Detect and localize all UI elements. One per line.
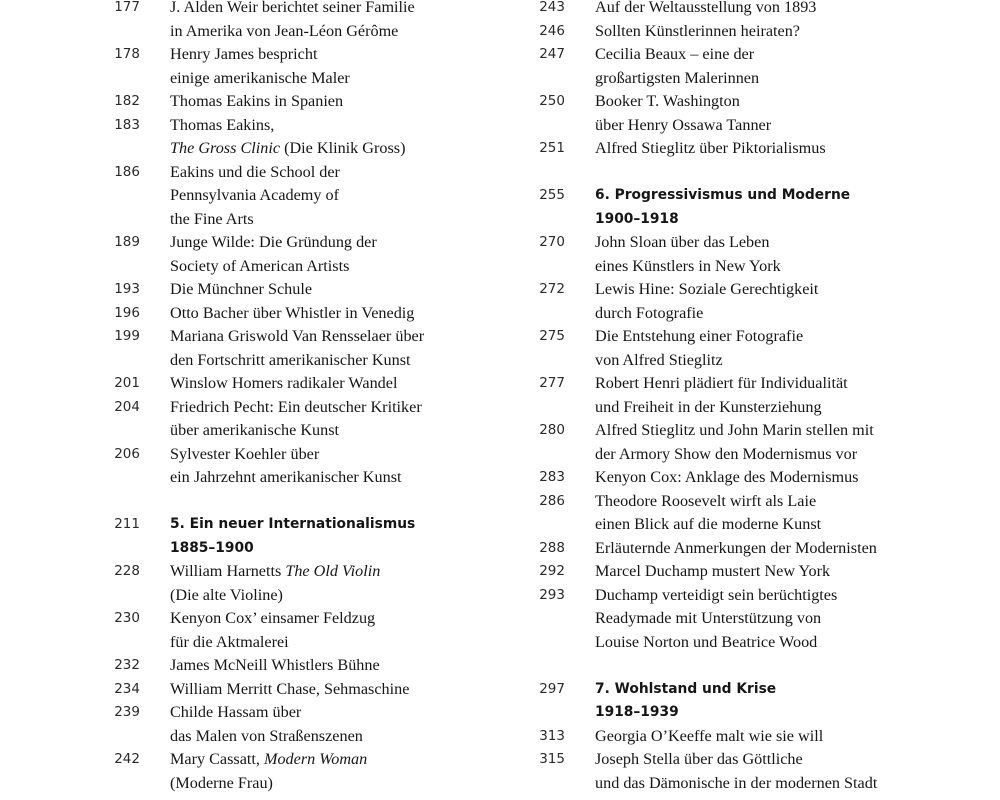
toc-column-right xyxy=(533,0,973,795)
toc-section-heading xyxy=(533,678,973,725)
page-number: 243 xyxy=(539,0,565,15)
title-line: Alfred Stieglitz und John Marin stellen mit xyxy=(595,421,874,439)
page-number: 283 xyxy=(539,469,565,485)
entry-title xyxy=(595,419,973,466)
page-number: 313 xyxy=(539,727,565,744)
title-line: Kenyon Cox: Anklage des Modernismus xyxy=(595,468,859,486)
page-number: 189 xyxy=(114,234,140,250)
section-spacer xyxy=(533,161,973,185)
toc-entry xyxy=(533,560,973,584)
page-number: 242 xyxy=(114,751,140,767)
title-line: the Fine Arts xyxy=(170,209,254,228)
toc-entry xyxy=(533,231,973,278)
title-line: Otto Bacher über Whistler in Venedig xyxy=(170,303,415,322)
title-line: Auf der Weltausstellung von 1893 xyxy=(595,0,817,16)
title-line xyxy=(170,748,508,772)
entry-title xyxy=(595,278,973,325)
toc-entry xyxy=(108,302,508,326)
title-line: Erläuternde Anmerkungen der Modernisten xyxy=(595,538,877,557)
title-line: Eakins und die School der xyxy=(170,162,340,181)
page-number: 315 xyxy=(539,751,565,767)
title-line: James McNeill Whistlers Bühne xyxy=(170,656,380,674)
title-line: Pennsylvania Academy of xyxy=(170,186,340,204)
toc-column-left xyxy=(108,0,508,795)
toc-entry xyxy=(533,43,973,90)
toc-entry xyxy=(108,654,508,678)
entry-title xyxy=(170,161,508,232)
title-line: Lewis Hine: Soziale Gerechtigkeit xyxy=(595,280,819,298)
title-text: (Die Klinik Gross) xyxy=(280,139,406,157)
title-line: Booker T. Washington xyxy=(595,92,740,110)
entry-title xyxy=(595,43,973,90)
page-number: 234 xyxy=(114,680,140,697)
entry-title xyxy=(170,560,508,607)
title-line: Die Münchner Schule xyxy=(170,280,313,298)
entry-title xyxy=(170,443,508,490)
toc-entry xyxy=(108,278,508,302)
title-line: Childe Hassam über xyxy=(170,703,302,721)
entry-title xyxy=(170,90,508,114)
title-line: Duchamp verteidigt sein berüchtigtes xyxy=(595,585,838,604)
entry-title xyxy=(595,231,973,278)
entry-title xyxy=(595,537,973,561)
title-line: über Henry Ossawa Tanner xyxy=(595,115,772,134)
toc-entry xyxy=(533,725,973,749)
page-number: 280 xyxy=(539,422,565,438)
toc-section-heading xyxy=(108,513,508,560)
page-number: 196 xyxy=(114,304,140,321)
section-title-line: 1885–1900 xyxy=(170,539,254,556)
section-title-line: 1900–1918 xyxy=(595,210,679,227)
italic-work-title: The Old Violin xyxy=(285,562,381,580)
italic-work-title: Modern Woman xyxy=(263,750,368,768)
title-line: einen Blick auf die moderne Kunst xyxy=(595,515,822,533)
title-line: den Fortschritt amerikanischer Kunst xyxy=(170,350,411,369)
title-text: Mary Cassatt, xyxy=(170,750,264,768)
title-line: Sollten Künstlerinnen heiraten? xyxy=(595,21,800,40)
toc-entry xyxy=(108,678,508,702)
toc-entry xyxy=(108,0,508,43)
page-number: 204 xyxy=(114,398,140,415)
toc-entry xyxy=(533,325,973,372)
title-line: und Freiheit in der Kunsterziehung xyxy=(595,397,822,416)
toc-entry xyxy=(108,90,508,114)
entry-title xyxy=(170,302,508,326)
title-line: William Merritt Chase, Sehmaschine xyxy=(170,679,410,698)
title-line: in Amerika von Jean-Léon Gérôme xyxy=(170,21,399,40)
title-line: der Armory Show den Modernismus vor xyxy=(595,444,858,463)
toc-entry xyxy=(108,443,508,490)
entry-title xyxy=(170,654,508,678)
entry-title xyxy=(170,43,508,90)
title-line: Die Entstehung einer Fotografie xyxy=(595,327,804,345)
title-line: (Die alte Violine) xyxy=(170,585,283,604)
page-number: 251 xyxy=(539,140,565,156)
page-number: 277 xyxy=(539,375,565,391)
title-line: Thomas Eakins, xyxy=(170,115,275,134)
toc-entry xyxy=(533,90,973,137)
title-line: (Moderne Frau) xyxy=(170,773,273,792)
entry-title xyxy=(170,278,508,302)
entry-title xyxy=(595,678,973,725)
entry-title xyxy=(595,90,973,137)
title-line: Society of American Artists xyxy=(170,256,350,275)
title-line: Robert Henri plädiert für Individualität xyxy=(595,374,848,392)
entry-title xyxy=(595,725,973,749)
section-spacer xyxy=(108,490,508,514)
title-line: Alfred Stieglitz über Piktorialismus xyxy=(595,139,826,157)
toc-entry xyxy=(108,701,508,748)
page-number: 178 xyxy=(114,46,140,62)
title-line: Junge Wilde: Die Gründung der xyxy=(170,233,377,251)
title-line xyxy=(170,560,508,584)
page-number: 232 xyxy=(114,657,140,673)
page-number: 239 xyxy=(114,704,140,720)
toc-entry xyxy=(108,114,508,161)
entry-title xyxy=(170,325,508,372)
page-number: 293 xyxy=(539,586,565,603)
section-title-line: 6. Progressivismus und Moderne xyxy=(595,187,851,203)
page-number: 206 xyxy=(114,445,140,462)
title-line: eines Künstlers in New York xyxy=(595,256,781,275)
title-line: ein Jahrzehnt amerikanischer Kunst xyxy=(170,468,402,486)
toc-entry xyxy=(533,466,973,490)
entry-title xyxy=(170,114,508,161)
title-line: über amerikanische Kunst xyxy=(170,421,340,439)
toc-entry xyxy=(533,419,973,466)
entry-title xyxy=(595,137,973,161)
entry-title xyxy=(170,678,508,702)
entry-title xyxy=(170,607,508,654)
page-number: 201 xyxy=(114,375,140,391)
page-number: 211 xyxy=(114,516,140,532)
italic-work-title: The Gross Clinic xyxy=(170,139,281,157)
entry-title xyxy=(170,0,508,43)
title-line: Henry James bespricht xyxy=(170,45,318,63)
title-text: William Harnetts xyxy=(170,562,286,580)
title-line: Sylvester Koehler über xyxy=(170,444,320,463)
page-number: 297 xyxy=(539,680,565,697)
entry-title xyxy=(595,0,973,20)
title-line: von Alfred Stieglitz xyxy=(595,350,723,369)
title-line: Mariana Griswold Van Rensselaer über xyxy=(170,327,425,345)
toc-entry xyxy=(108,372,508,396)
page-number: 255 xyxy=(539,187,565,203)
entry-title xyxy=(595,466,973,490)
page-number: 270 xyxy=(539,234,565,250)
toc-entry xyxy=(533,537,973,561)
title-line: und das Dämonische in der modernen Stadt xyxy=(595,773,878,792)
section-spacer xyxy=(533,654,973,678)
entry-title xyxy=(170,701,508,748)
entry-title xyxy=(595,490,973,537)
title-line: John Sloan über das Leben xyxy=(595,233,770,251)
title-line: J. Alden Weir berichtet seiner Familie xyxy=(170,0,415,16)
page-number: 246 xyxy=(539,22,565,39)
page-number: 183 xyxy=(114,116,140,133)
title-line: Louise Norton und Beatrice Wood xyxy=(595,632,818,651)
title-line: Friedrich Pecht: Ein deutscher Kritiker xyxy=(170,397,422,416)
entry-title xyxy=(595,20,973,44)
toc-entry xyxy=(108,231,508,278)
page-number: 228 xyxy=(114,563,140,579)
title-line: das Malen von Straßenszenen xyxy=(170,726,363,745)
title-line xyxy=(170,137,508,161)
toc-entry xyxy=(533,490,973,537)
title-line: Kenyon Cox’ einsamer Feldzug xyxy=(170,609,376,627)
entry-title xyxy=(170,513,508,560)
title-line: Readymade mit Unterstützung von xyxy=(595,609,822,627)
page-number: 182 xyxy=(114,93,140,109)
page-number: 186 xyxy=(114,163,140,180)
toc-entry xyxy=(533,137,973,161)
title-line: Thomas Eakins in Spanien xyxy=(170,92,344,110)
page-number: 272 xyxy=(539,281,565,297)
page-number: 275 xyxy=(539,328,565,344)
section-title-line: 1918–1939 xyxy=(595,704,679,720)
page-number: 177 xyxy=(114,0,140,15)
section-title-line: 5. Ein neuer Internationalismus xyxy=(170,516,416,532)
entry-title xyxy=(170,396,508,443)
title-line: einige amerikanische Maler xyxy=(170,68,350,87)
section-title-line: 7. Wohlstand und Krise xyxy=(595,680,777,697)
entry-title xyxy=(170,231,508,278)
toc-entry xyxy=(533,0,973,20)
entry-title xyxy=(595,372,973,419)
page-number: 193 xyxy=(114,281,140,297)
entry-title xyxy=(595,748,973,795)
page-number: 247 xyxy=(539,46,565,62)
page-number: 288 xyxy=(539,539,565,556)
title-line: durch Fotografie xyxy=(595,303,704,322)
toc-section-heading xyxy=(533,184,973,231)
entry-title xyxy=(595,184,973,231)
toc-entry xyxy=(108,43,508,90)
toc-entry xyxy=(533,372,973,419)
entry-title xyxy=(170,748,508,795)
entry-title xyxy=(170,372,508,396)
title-line: Winslow Homers radikaler Wandel xyxy=(170,374,398,392)
toc-entry xyxy=(108,607,508,654)
title-line: Joseph Stella über das Göttliche xyxy=(595,750,803,768)
toc-entry xyxy=(533,584,973,655)
title-line: Georgia O’Keeffe malt wie sie will xyxy=(595,726,824,745)
toc-entry xyxy=(108,748,508,795)
toc-entry xyxy=(108,161,508,232)
entry-title xyxy=(595,325,973,372)
title-line: Cecilia Beaux – eine der xyxy=(595,45,755,63)
entry-title xyxy=(595,560,973,584)
toc-entry xyxy=(533,278,973,325)
title-line: Theodore Roosevelt wirft als Laie xyxy=(595,491,817,510)
title-line: Marcel Duchamp mustert New York xyxy=(595,562,831,580)
page-number: 292 xyxy=(539,563,565,579)
title-line: für die Aktmalerei xyxy=(170,632,289,651)
entry-title xyxy=(595,584,973,655)
toc-entry xyxy=(108,396,508,443)
toc-entry xyxy=(533,748,973,795)
toc-entry xyxy=(108,560,508,607)
page-number: 230 xyxy=(114,610,140,626)
page-number: 250 xyxy=(539,93,565,109)
page-number: 286 xyxy=(539,492,565,509)
title-line: großartigsten Malerinnen xyxy=(595,68,760,87)
page-number: 199 xyxy=(114,328,140,344)
toc-entry xyxy=(108,325,508,372)
toc-entry xyxy=(533,20,973,44)
